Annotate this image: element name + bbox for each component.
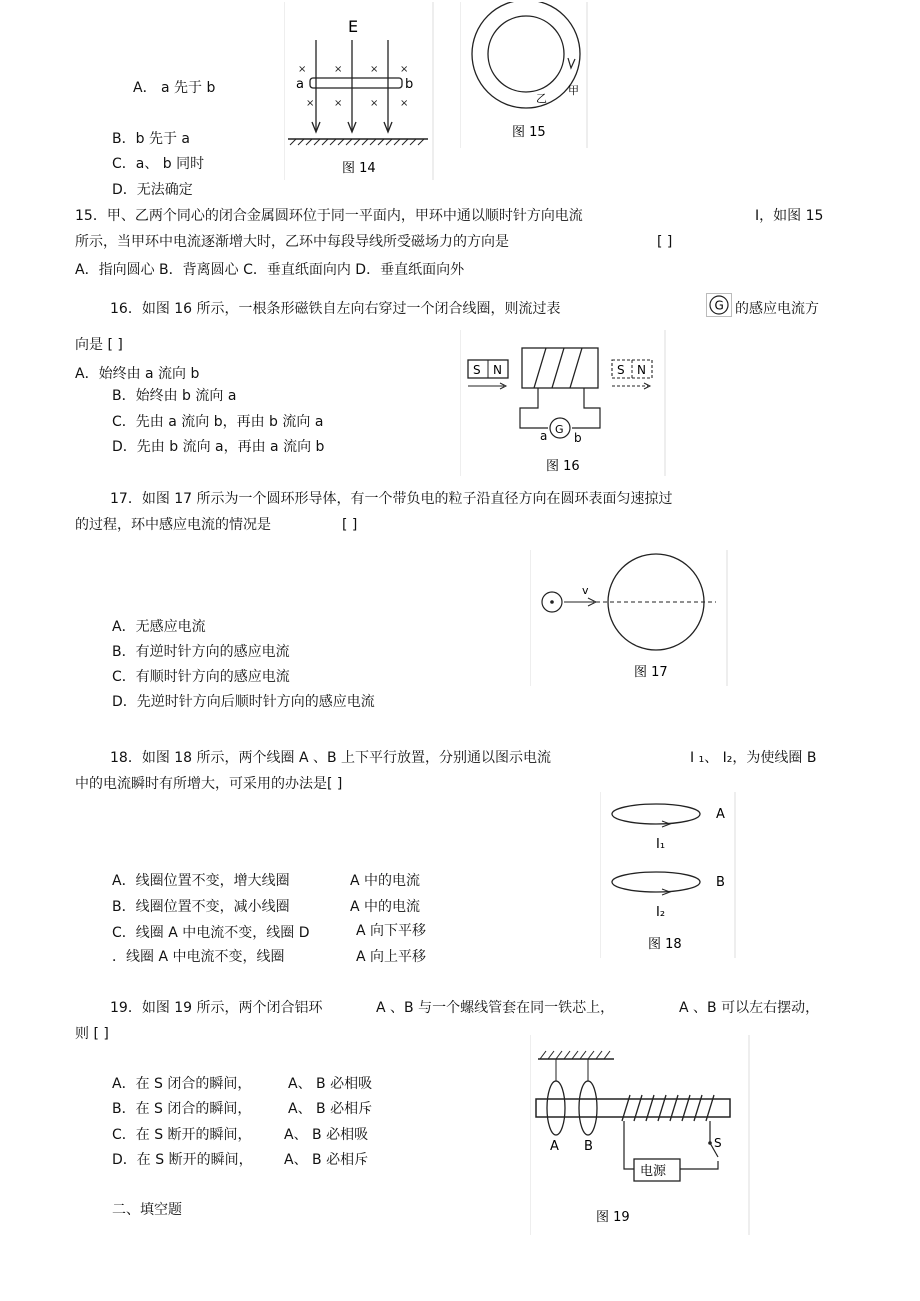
q18-option-c: C．线圈 A 中电流不变，线圈 D bbox=[112, 925, 310, 941]
fig19-label-b: B bbox=[584, 1139, 593, 1154]
fig18-label-i1: I₁ bbox=[656, 837, 666, 852]
q15-stem-line1: 15．甲、乙两个同心的闭合金属圆环位于同一平面内，甲环中通以顺时针方向电流 bbox=[75, 208, 583, 224]
q14-option-c: C．a、 b 同时 bbox=[112, 156, 205, 172]
fig16-caption: 图 16 bbox=[546, 459, 580, 474]
q15-bracket: [ ] bbox=[657, 234, 673, 250]
figure-15 bbox=[460, 2, 588, 152]
q17-bracket: [ ] bbox=[342, 517, 358, 533]
fig18-label-i2: I₂ bbox=[656, 905, 666, 920]
svg-text:×: × bbox=[334, 64, 343, 75]
q14-option-b: B．b 先于 a bbox=[112, 131, 190, 147]
q19-option-d: D．在 S 断开的瞬间， bbox=[112, 1152, 253, 1168]
figure-18 bbox=[600, 792, 736, 962]
fig15-label-yi: 乙 bbox=[536, 92, 547, 105]
figure-16 bbox=[460, 330, 666, 480]
fig18-label-a: A bbox=[716, 807, 725, 822]
q18-option-b: B．线圈位置不变，减小线圈 bbox=[112, 899, 290, 915]
q19-option-b-end: A、 B 必相斥 bbox=[288, 1101, 373, 1117]
q19-option-a: A．在 S 闭合的瞬间， bbox=[112, 1076, 252, 1092]
fig16-label-a: a bbox=[540, 429, 548, 443]
q18-option-a-end: A 中的电流 bbox=[350, 873, 421, 889]
svg-text:×: × bbox=[370, 64, 379, 75]
q16-stem-line1-end: 的感应电流方 bbox=[735, 301, 819, 317]
q19-option-c: C．在 S 断开的瞬间， bbox=[112, 1127, 252, 1143]
galvanometer-icon bbox=[706, 293, 732, 321]
svg-text:×: × bbox=[306, 98, 315, 109]
fig14-label-b: b bbox=[405, 77, 414, 92]
q16-option-c: C．先由 a 流向 b，再由 b 流向 a bbox=[112, 414, 324, 430]
figure-19 bbox=[530, 1035, 750, 1239]
q18-option-c-end: A 向下平移 bbox=[356, 923, 427, 939]
q17-option-b: B．有逆时针方向的感应电流 bbox=[112, 644, 290, 660]
svg-text:×: × bbox=[400, 64, 409, 75]
fig19-power-source: 电源 bbox=[640, 1164, 667, 1179]
svg-text:×: × bbox=[400, 98, 409, 109]
q16-stem-line1: 16．如图 16 所示，一根条形磁铁自左向右穿过一个闭合线圈，则流过表 bbox=[110, 301, 561, 317]
fig16-magnet-n: N bbox=[493, 363, 502, 377]
fig16-magnet2-s: S bbox=[617, 363, 625, 377]
q18-stem-line2: 中的电流瞬时有所增大，可采用的办法是[ ] bbox=[75, 776, 343, 792]
q15-options: A．指向圆心 B．背离圆心 C．垂直纸面向内 D．垂直纸面向外 bbox=[75, 262, 465, 278]
q15-stem-line1-end: I，如图 15 bbox=[755, 208, 824, 224]
q18-stem-line1: 18．如图 18 所示，两个线圈 A 、B 上下平行放置，分别通以图示电流 bbox=[110, 750, 552, 766]
fig15-caption: 图 15 bbox=[512, 125, 546, 140]
fig19-caption: 图 19 bbox=[596, 1210, 630, 1225]
q17-stem-line1: 17．如图 17 所示为一个圆环形导体，有一个带负电的粒子沿直径方向在圆环表面匀速掠过 bbox=[110, 491, 673, 507]
q19-stem-line1-mid: A 、B 与一个螺线管套在同一铁芯上， bbox=[376, 1000, 615, 1016]
fig14-label-a: a bbox=[296, 77, 304, 92]
q18-stem-line1-end: I ₁、 I₂，为使线圈 B bbox=[690, 750, 817, 766]
q19-stem-line1: 19．如图 19 所示，两个闭合铝环 bbox=[110, 1000, 323, 1016]
figure-17 bbox=[530, 550, 728, 690]
fig18-caption: 图 18 bbox=[648, 937, 682, 952]
svg-text:×: × bbox=[370, 98, 379, 109]
svg-text:×: × bbox=[334, 98, 343, 109]
q17-option-c: C．有顺时针方向的感应电流 bbox=[112, 669, 290, 685]
q18-option-b-end: A 中的电流 bbox=[350, 899, 421, 915]
q17-stem-line2: 的过程，环中感应电流的情况是 bbox=[75, 517, 271, 533]
fig16-label-b: b bbox=[574, 431, 582, 445]
q14-option-d: D．无法确定 bbox=[112, 182, 193, 198]
figure-14 bbox=[284, 2, 434, 184]
section-title-fill-in: 二、填空题 bbox=[112, 1202, 182, 1218]
fig18-label-b: B bbox=[716, 875, 725, 890]
q16-stem-line2: 向是 [ ] bbox=[75, 337, 123, 353]
q14-option-a: A． a 先于 b bbox=[133, 80, 216, 96]
fig14-label-e: E bbox=[348, 17, 359, 36]
fig17-caption: 图 17 bbox=[634, 665, 668, 680]
q19-stem-line2: 则 [ ] bbox=[75, 1026, 109, 1042]
q19-option-b: B．在 S 闭合的瞬间， bbox=[112, 1101, 252, 1117]
fig16-galvanometer: G bbox=[555, 423, 564, 436]
q18-option-d: ．线圈 A 中电流不变，线圈 bbox=[112, 949, 285, 965]
fig17-label-v: v bbox=[582, 584, 589, 597]
svg-text:G: G bbox=[714, 298, 724, 313]
fig19-label-a: A bbox=[550, 1139, 559, 1154]
q19-option-c-end: A、 B 必相吸 bbox=[284, 1127, 369, 1143]
q19-stem-line1-end: A 、B 可以左右摆动， bbox=[679, 1000, 820, 1016]
q18-option-a: A．线圈位置不变，增大线圈 bbox=[112, 873, 290, 889]
fig16-magnet2-n: N bbox=[637, 363, 646, 377]
fig14-caption: 图 14 bbox=[342, 161, 376, 176]
q19-option-d-end: A、 B 必相斥 bbox=[284, 1152, 369, 1168]
fig15-label-jia: 甲 bbox=[568, 84, 579, 97]
fig19-label-s: S bbox=[714, 1136, 722, 1150]
q15-stem-line2: 所示，当甲环中电流逐渐增大时，乙环中每段导线所受磁场力的方向是 bbox=[75, 234, 509, 250]
q18-option-d-end: A 向上平移 bbox=[356, 949, 427, 965]
fig16-magnet-s: S bbox=[473, 363, 481, 377]
q19-option-a-end: A、 B 必相吸 bbox=[288, 1076, 373, 1092]
q17-option-a: A．无感应电流 bbox=[112, 619, 206, 635]
svg-text:×: × bbox=[298, 64, 307, 75]
q16-option-b: B．始终由 b 流向 a bbox=[112, 388, 237, 404]
q16-option-a: A．始终由 a 流向 b bbox=[75, 366, 200, 382]
q17-option-d: D．先逆时针方向后顺时针方向的感应电流 bbox=[112, 694, 375, 710]
q16-option-d: D．先由 b 流向 a，再由 a 流向 b bbox=[112, 439, 325, 455]
